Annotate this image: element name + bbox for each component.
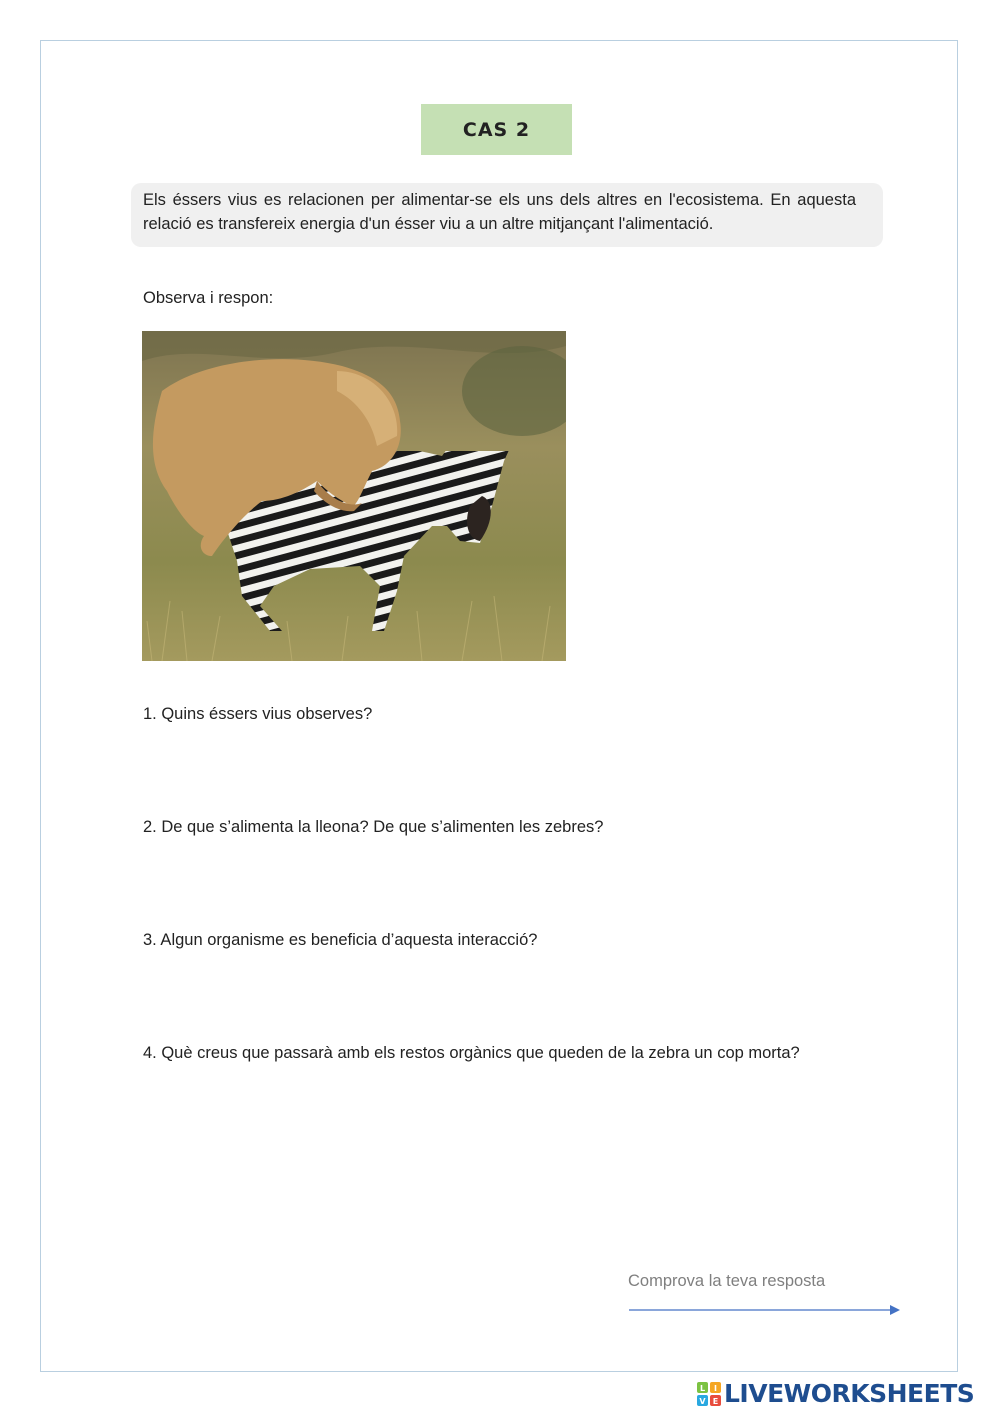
intro-panel xyxy=(131,183,883,247)
case-title-text: CAS 2 xyxy=(462,118,531,141)
question-2: 2. De que s’alimenta la lleona? De que s’alimenten les zebres? xyxy=(143,818,604,836)
case-title xyxy=(421,104,572,155)
badge-letter-v: V xyxy=(699,1397,706,1406)
intro-text: Els éssers vius es relacionen per alimentar-se els uns dels altres en l'ecosistema. En aquesta relació es transfereix energia d'un ésser viu a un altre mitjançant l'alimentació. xyxy=(143,191,856,233)
arrow-right-icon[interactable] xyxy=(628,1303,904,1317)
liveworksheets-logo xyxy=(697,1378,997,1410)
badge-letter-l: L xyxy=(699,1384,706,1393)
check-answer-link[interactable]: Comprova la teva resposta xyxy=(628,1272,826,1290)
brand-name: LIVEWORKSHEETS xyxy=(724,1379,975,1408)
instruction-text: Observa i respon: xyxy=(143,289,274,307)
lioness-zebra-photo xyxy=(142,331,566,661)
question-1: 1. Quins éssers vius observes? xyxy=(143,705,373,723)
badge-letter-i: I xyxy=(714,1384,717,1393)
badge-letter-e: E xyxy=(712,1397,719,1406)
liveworksheets-badge-icon xyxy=(697,1382,721,1406)
question-4: 4. Què creus que passarà amb els restos orgànics que queden de la zebra un cop morta? xyxy=(143,1044,800,1062)
question-3: 3. Algun organisme es beneficia d’aquesta interacció? xyxy=(143,931,538,949)
